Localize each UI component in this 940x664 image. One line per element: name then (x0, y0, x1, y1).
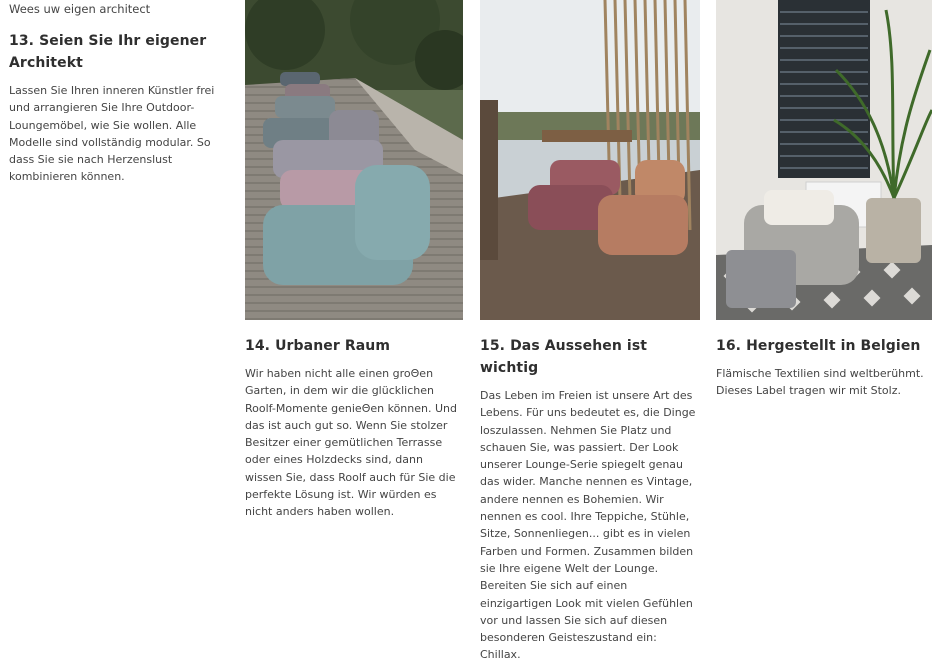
intro-text: Wees uw eigen architect (9, 2, 151, 16)
section-13-body: Lassen Sie Ihren inneren Künstler frei und arrangieren Sie Ihre Outdoor-Loungemöbel, wie Sie wollen. Alle Modelle sind vollständig modular. So dass Sie sie nach Herzenslust kombinieren können. (9, 84, 215, 184)
waterside-lounge-photo (480, 0, 700, 320)
section-16-title: 16. Hergestellt in Belgien (716, 338, 921, 354)
section-16-body: Flämische Textilien sind weltberühmt. Dieses Label tragen wir mit Stolz. (716, 367, 924, 398)
section-16 (716, 0, 932, 400)
section-14-title: 14. Urbaner Raum (245, 338, 391, 354)
terrace-lounge-photo (245, 0, 463, 320)
section-14 (245, 0, 463, 521)
section-15-body: Das Leben im Freien ist unsere Art des Lebens. Für uns bedeutet es, die Dinge loszulassen. Nehmen Sie Platz und schauen Sie, was passiert. Der Look unserer Lounge-Serie spiegelt genau das wider. Manche nennen es Vintage, andere nennen es Bohemien. Wir nennen es cool. Ihre Teppiche, Stühle, Sitze, Sonnenliegen... gibt es in vielen Farben und Formen. Zusammen bilden sie Ihre eigene Welt der Lounge. Bereiten Sie sich auf einen einzigartigen Look mit vielen Gefühlen vor und lassen Sie sich auf diesen besonderen Geisteszustand ein: Chillax. (480, 389, 696, 662)
interior-lounge-photo (716, 0, 932, 320)
section-13-title: 13. Seien Sie Ihr eigener Architekt (9, 33, 207, 71)
section-13 (9, 0, 231, 186)
section-15-title: 15. Das Aussehen ist wichtig (480, 338, 648, 376)
section-15 (480, 0, 700, 664)
section-14-body: Wir haben nicht alle einen groΘen Garten, in dem wir die glücklichen Roolf-Momente genieΘen können. Und das ist auch gut so. Wenn Sie stolzer Besitzer einer gemütlichen Terrasse oder eines Holzdecks sind, dann wissen Sie, dass Roolf auch für Sie die perfekte Lösung ist. Wir würden es nicht anders haben wollen. (245, 367, 457, 519)
